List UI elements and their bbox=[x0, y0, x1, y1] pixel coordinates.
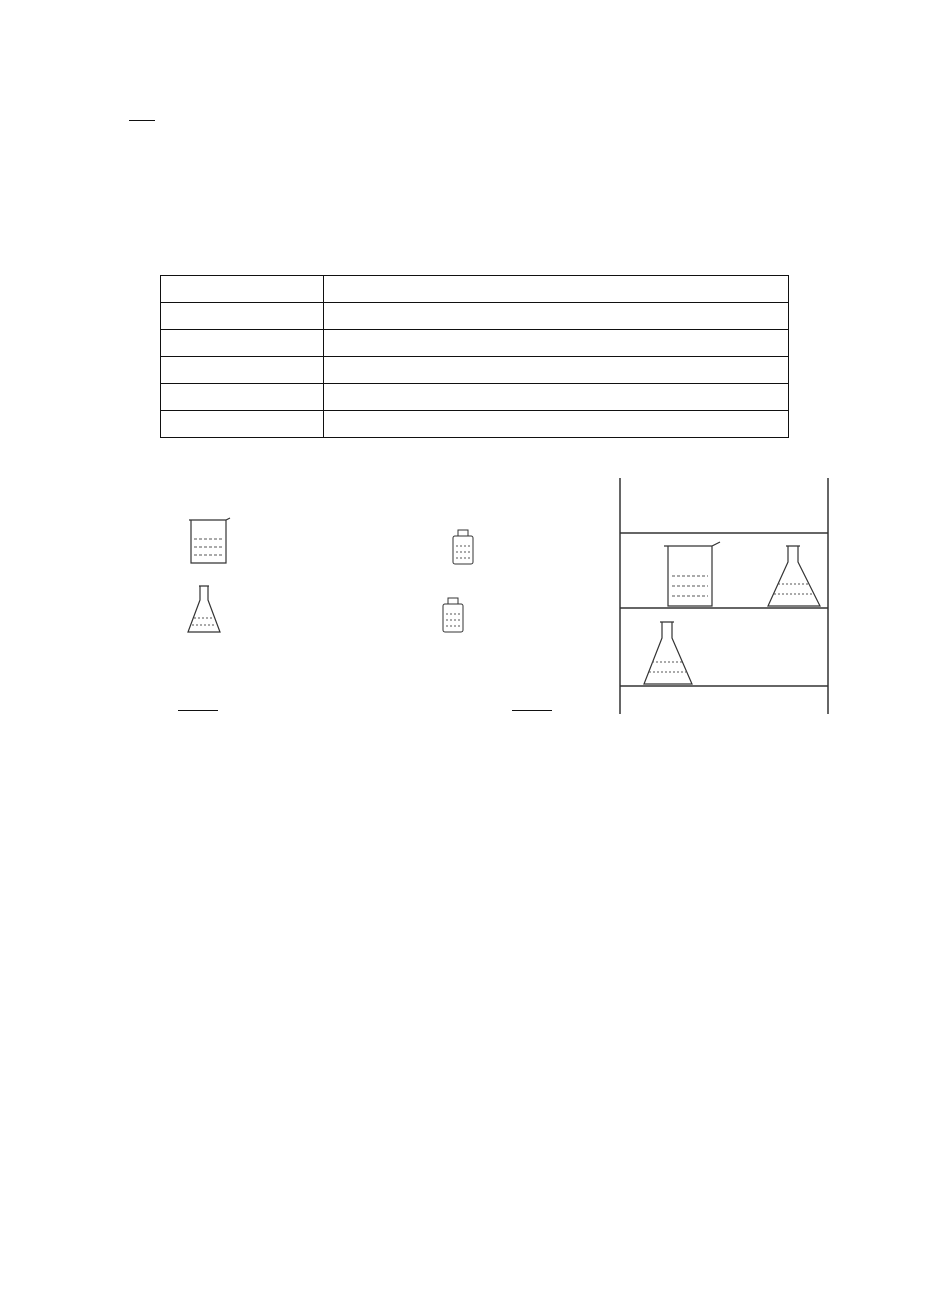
flask-icon bbox=[644, 622, 692, 684]
table-cell-id bbox=[161, 384, 324, 411]
table-row bbox=[161, 330, 789, 357]
table-cell-info-blank[interactable] bbox=[324, 384, 789, 411]
table-cell-id bbox=[161, 303, 324, 330]
instrument-shelf-figure bbox=[616, 478, 832, 714]
table-header-row bbox=[161, 276, 789, 303]
table-cell-info bbox=[324, 330, 789, 357]
table-cell-info bbox=[324, 357, 789, 384]
table-row bbox=[161, 357, 789, 384]
beaker-icon bbox=[664, 542, 720, 606]
table-header-cell bbox=[324, 276, 789, 303]
q5-frac-num-blank bbox=[512, 710, 552, 711]
flask-icon bbox=[186, 584, 222, 636]
flask-icon bbox=[768, 546, 820, 606]
bottle-icon bbox=[440, 596, 466, 634]
table-cell-info bbox=[324, 303, 789, 330]
table-header-cell bbox=[161, 276, 324, 303]
q5-fraction-1[interactable] bbox=[178, 710, 218, 711]
table-cell-id bbox=[161, 330, 324, 357]
neighborhood-grid-map bbox=[600, 858, 884, 1062]
q5-fraction-2[interactable] bbox=[512, 710, 552, 711]
table-cell-id bbox=[161, 357, 324, 384]
table-row bbox=[161, 384, 789, 411]
bottle-icon bbox=[450, 528, 476, 566]
table-cell-info bbox=[324, 411, 789, 438]
beaker-icon bbox=[186, 517, 232, 567]
contestant-table bbox=[160, 275, 789, 438]
q2-fraction bbox=[129, 120, 155, 121]
table-row bbox=[161, 411, 789, 438]
q2-frac-num bbox=[129, 120, 155, 121]
table-row bbox=[161, 303, 789, 330]
q5-frac-num-blank bbox=[178, 710, 218, 711]
table-cell-id-blank[interactable] bbox=[161, 411, 324, 438]
